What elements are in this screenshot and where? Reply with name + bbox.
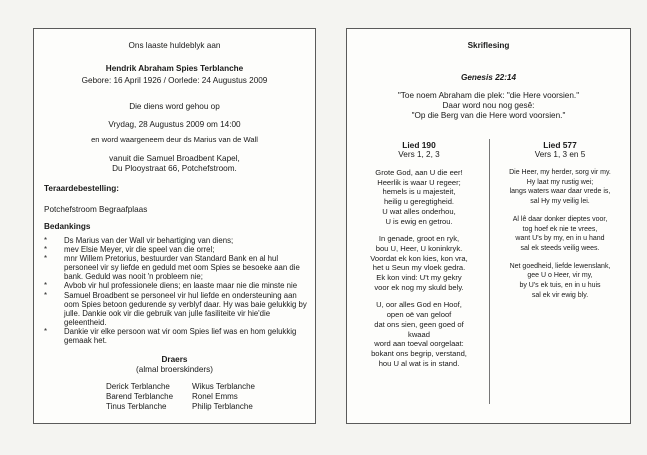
stanza [492, 215, 628, 254]
quote-line: Daar word nou nog gesê: [442, 101, 535, 110]
thanks-text: Avbob vir hul professionele diens; en laaste maar nie die minste nie [64, 281, 298, 291]
lyric-line: dat ons sien, geen goed of [374, 319, 464, 329]
lyric-line: by U's ek tuis, en in u huis [519, 282, 601, 290]
bullet: * [44, 236, 48, 245]
deceased-name: Hendrik Abraham Spies Terblanche [105, 64, 244, 73]
stanza [351, 300, 487, 368]
lyric-line: open oë van geloof [386, 310, 452, 320]
bullet: * [44, 254, 48, 264]
lyric-line: Ek kon vind: U't my gekry [376, 273, 462, 283]
lyric-line: U wat alles onderhou, [382, 206, 456, 216]
quote-line: "Op die Berg van die Here word voorsien." [411, 111, 566, 120]
lyric-line: In genade, groot en ryk, [378, 234, 460, 244]
burial-heading: Teraardebestelling: [44, 184, 119, 193]
pallbearer-name: Derick Terblanche [106, 382, 170, 391]
lyric-line: Al lê daar donker dieptes voor, [512, 215, 608, 223]
lyric-line: Voordat ek kon kies, kon vra, [370, 253, 468, 263]
bullet: * [44, 245, 48, 255]
hymn-title: Lied 190 [402, 140, 436, 150]
burial-place: Potchefstroom Begraafplaas [44, 205, 148, 214]
list-item [44, 245, 309, 254]
conducted-by: en word waargeneem deur ds Marius van de Wall [91, 135, 258, 144]
thanks-text: Dankie vir elke persoon wat vir oom Spies lief was en hom gelukkig gemaak het. [64, 326, 297, 346]
birth-death-dates: Gebore: 16 April 1926 / Oorlede: 24 Augustus 2009 [81, 76, 268, 85]
lyric-line: hemels is u majesteit, [382, 187, 456, 197]
lyric-line: Die Heer, my herder, sorg vir my. [509, 169, 611, 176]
pallbearers-heading: Draers [161, 355, 188, 364]
lyric-line: langs waters waar daar vrede is, [509, 188, 611, 196]
scripture-reference: Genesis 22:14 [460, 73, 517, 82]
lyric-line: Grote God, aan U die eer! [375, 168, 463, 177]
lyric-line: hou U al wat is in stand. [378, 358, 460, 368]
hymn-title: Lied 577 [543, 140, 577, 150]
venue-line-1: vanuit die Samuel Broadbent Kapel, [109, 154, 240, 163]
stanza [492, 262, 628, 301]
lyric-line: voor ek nog my skuld bely. [374, 282, 464, 292]
lyric-line: want U's by my, en in u hand [515, 235, 605, 243]
hymn-190 [351, 140, 487, 376]
left-page [33, 28, 316, 424]
lyric-line: sal ek vir ewig bly. [531, 291, 589, 299]
lyric-line: word aan toeval oorgelaat: [374, 339, 464, 349]
lyric-line: tog hoef ek nie te vrees, [522, 225, 598, 233]
lyric-line: heilig u geregtigheid. [383, 197, 455, 207]
lyric-line: bokant ons begrip, verstand, [371, 348, 467, 358]
lyric-line: kwaad [408, 329, 430, 339]
pallbearer-name: Wikus Terblanche [192, 382, 255, 391]
lyric-line: Heerlik is waar U regeer; [377, 177, 461, 187]
lyric-line: U, oor alles God en Hoof, [376, 300, 462, 310]
pallbearer-name: Ronel Emms [192, 392, 238, 401]
thanks-text: Ds Marius van der Wall vir behartiging van diens; [64, 236, 234, 245]
thanks-heading: Bedankings [44, 222, 91, 231]
pallbearers-column-1 [106, 382, 173, 412]
stanza [492, 168, 628, 207]
thanks-text: Samuel Broadbent se personeel vir hul liefde en ondersteuning aan oom Spies betoon gedurende sy verblyf daar. Hy was baie gelukkig by julle. Dankie ook vir die gebruik van julle fasiliteite vir hie'die geleentheid. [64, 290, 307, 327]
pallbearer-name: Tinus Terblanche [106, 402, 167, 411]
left-heading: Ons laaste huldeblyk aan [128, 41, 221, 50]
list-item [44, 281, 309, 290]
list-item [44, 327, 309, 345]
bullet: * [44, 326, 48, 336]
scripture-quote [347, 91, 630, 121]
lyric-line: het u Seun my vloek gedra. [372, 263, 466, 273]
stanza [351, 168, 487, 226]
service-intro: Die diens word gehou op [129, 102, 220, 111]
service-date: Vrydag, 28 Augustus 2009 om 14:00 [108, 120, 241, 129]
column-divider [489, 139, 490, 404]
right-page [346, 28, 631, 424]
hymn-577 [492, 140, 628, 308]
lyric-line: bou U, Heer, U koninkryk. [375, 243, 463, 253]
quote-line: "Toe noem Abraham die plek: "die Here voorsien." [397, 91, 580, 100]
lyric-line: U is ewig en getrou. [385, 216, 453, 226]
lyric-line: sal Hy my veilig lei. [530, 198, 590, 206]
list-item [44, 254, 309, 281]
list-item [44, 291, 309, 327]
scripture-heading: Skriflesing [467, 41, 510, 50]
bullet: * [44, 290, 48, 300]
lyric-line: sal ek steeds veilig wees. [520, 244, 600, 252]
list-item [44, 236, 309, 245]
pallbearer-name: Philip Terblanche [192, 402, 253, 411]
stanza [351, 234, 487, 292]
thanks-list [44, 236, 309, 345]
hymn-verses: Vers 1, 3 en 5 [534, 150, 586, 159]
lyric-line: Hy laat my rustig wei; [526, 178, 594, 186]
thanks-text: mev Elsie Meyer, vir die speel van die orrel; [64, 245, 215, 255]
hymn-verses: Vers 1, 2, 3 [398, 150, 440, 159]
lyric-line: gee U o Heer, vir my, [527, 272, 593, 280]
thanks-text: mnr Willem Pretorius, bestuurder van Standard Bank en al hul personeel vir sy liefde en geduld met oom Spies se besoeke aan die bank. Geduld was nooit 'n probleem nie; [64, 254, 300, 282]
lyric-line: Net goedheid, liefde lewenslank, [509, 262, 611, 270]
pallbearers-subtitle: (almal broerskinders) [136, 365, 213, 374]
venue-line-2: Du Plooystraat 66, Potchefstroom. [112, 164, 237, 173]
bullet: * [44, 281, 48, 291]
pallbearer-name: Barend Terblanche [106, 392, 174, 401]
pallbearers-column-2 [192, 382, 255, 412]
